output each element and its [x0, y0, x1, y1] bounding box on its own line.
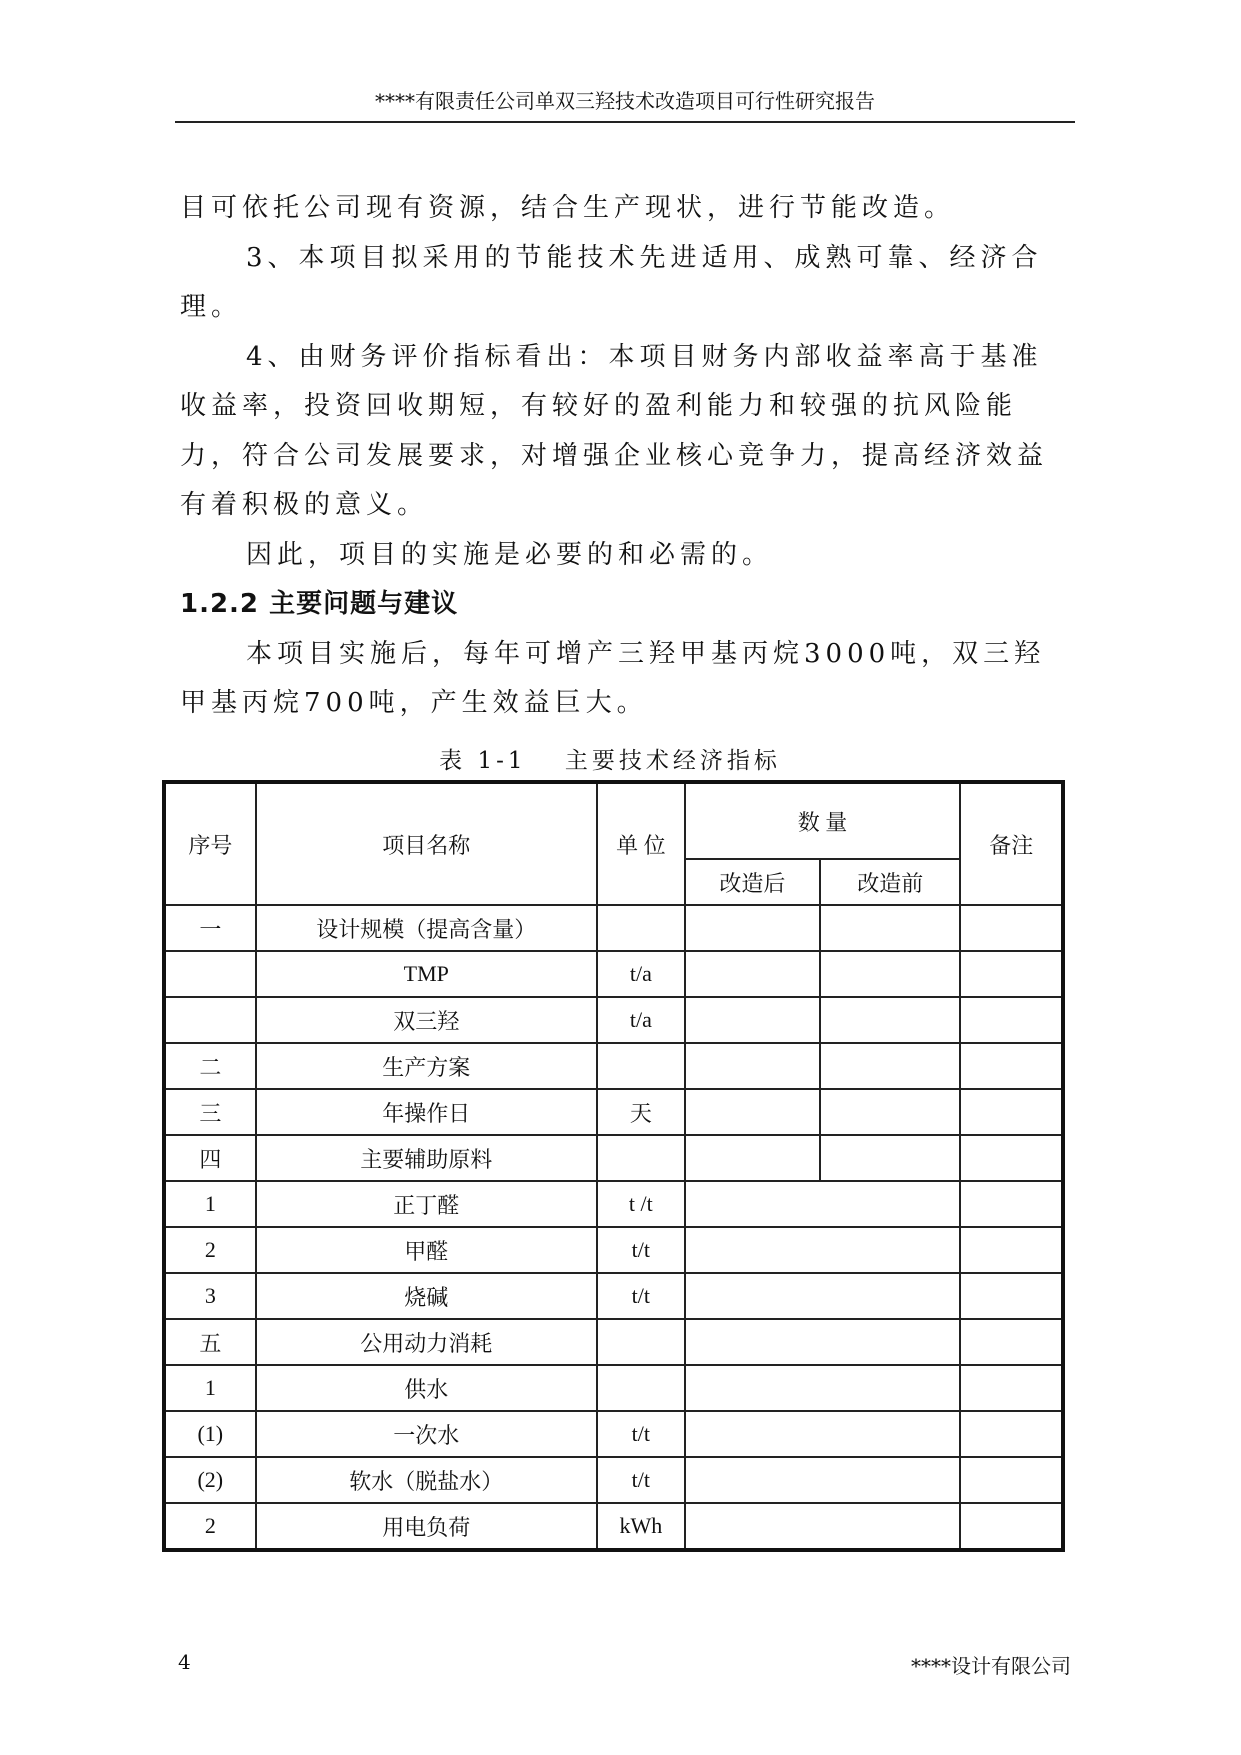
- cell-unit: t/t: [597, 1411, 685, 1457]
- table-row: [164, 1273, 1063, 1319]
- cell-seq: (1): [164, 1411, 256, 1457]
- cell-after: [685, 951, 820, 997]
- cell-remark: [960, 1089, 1063, 1135]
- cell-name: 主要辅助原料: [256, 1135, 597, 1181]
- cell-quantity: [685, 1503, 961, 1550]
- cell-quantity: [685, 1365, 961, 1411]
- cell-name: 公用动力消耗: [256, 1319, 597, 1365]
- cell-unit: [597, 1135, 685, 1181]
- table-row: [164, 1135, 1063, 1181]
- cell-name: TMP: [256, 951, 597, 997]
- cell-remark: [960, 1365, 1063, 1411]
- spec-table: [162, 780, 1065, 1552]
- header-title: ****有限责任公司单双三羟技术改造项目可行性研究报告: [375, 89, 875, 113]
- page-header: [175, 86, 1075, 123]
- paragraph-1: 目可依托公司现有资源，结合生产现状，进行节能改造。: [180, 193, 956, 223]
- cell-before: [820, 1043, 960, 1089]
- header-quantity: 数 量: [685, 782, 961, 859]
- paragraph-5: 本项目实施后，每年可增产三羟甲基丙烷3000吨，双三羟甲基丙烷700吨，产生效益巨大。: [180, 638, 1046, 718]
- table-row: [164, 1319, 1063, 1365]
- cell-seq: 1: [164, 1365, 256, 1411]
- cell-quantity: [685, 1319, 961, 1365]
- cell-name: 正丁醛: [256, 1181, 597, 1227]
- cell-remark: [960, 905, 1063, 951]
- page-number: 4: [178, 1650, 191, 1674]
- cell-before: [820, 1089, 960, 1135]
- cell-unit: [597, 905, 685, 951]
- cell-remark: [960, 1227, 1063, 1273]
- cell-remark: [960, 1043, 1063, 1089]
- table-row: [164, 1181, 1063, 1227]
- cell-name: 软水（脱盐水）: [256, 1457, 597, 1503]
- cell-after: [685, 905, 820, 951]
- cell-remark: [960, 1319, 1063, 1365]
- cell-remark: [960, 1273, 1063, 1319]
- cell-name: 烧碱: [256, 1273, 597, 1319]
- cell-before: [820, 1135, 960, 1181]
- cell-unit: t/a: [597, 997, 685, 1043]
- header-name: 项目名称: [256, 782, 597, 905]
- cell-name: 年操作日: [256, 1089, 597, 1135]
- cell-name: 用电负荷: [256, 1503, 597, 1550]
- cell-seq: 1: [164, 1181, 256, 1227]
- cell-seq: 四: [164, 1135, 256, 1181]
- cell-after: [685, 1135, 820, 1181]
- cell-remark: [960, 1135, 1063, 1181]
- cell-remark: [960, 951, 1063, 997]
- cell-seq: 三: [164, 1089, 256, 1135]
- cell-unit: t/a: [597, 951, 685, 997]
- cell-seq: 二: [164, 1043, 256, 1089]
- cell-after: [685, 1043, 820, 1089]
- table-row: [164, 1089, 1063, 1135]
- cell-seq: 3: [164, 1273, 256, 1319]
- table-row: [164, 951, 1063, 997]
- cell-before: [820, 951, 960, 997]
- cell-name: 生产方案: [256, 1043, 597, 1089]
- cell-before: [820, 905, 960, 951]
- paragraph-4: 因此，项目的实施是必要的和必需的。: [246, 539, 774, 570]
- cell-seq: 2: [164, 1227, 256, 1273]
- cell-unit: t/t: [597, 1273, 685, 1319]
- section-heading: 1.2.2 主要问题与建议: [180, 589, 459, 619]
- cell-remark: [960, 1503, 1063, 1550]
- cell-seq: 一: [164, 905, 256, 951]
- header-after: 改造后: [685, 859, 820, 905]
- header-seq: 序号: [164, 782, 256, 905]
- cell-seq: (2): [164, 1457, 256, 1503]
- cell-unit: [597, 1365, 685, 1411]
- table-row: [164, 1503, 1063, 1550]
- cell-remark: [960, 997, 1063, 1043]
- header-remark: 备注: [960, 782, 1063, 905]
- cell-quantity: [685, 1273, 961, 1319]
- cell-seq: [164, 997, 256, 1043]
- table-row: [164, 997, 1063, 1043]
- cell-name: 设计规模（提高含量）: [256, 905, 597, 951]
- cell-remark: [960, 1411, 1063, 1457]
- cell-after: [685, 1089, 820, 1135]
- table-row: [164, 1043, 1063, 1089]
- header-before: 改造前: [820, 859, 960, 905]
- cell-seq: [164, 951, 256, 997]
- cell-name: 甲醛: [256, 1227, 597, 1273]
- cell-unit: 天: [597, 1089, 685, 1135]
- cell-name: 双三羟: [256, 997, 597, 1043]
- paragraph-2: 3、本项目拟采用的节能技术先进适用、成熟可靠、经济合理。: [180, 242, 1043, 322]
- cell-unit: t /t: [597, 1181, 685, 1227]
- header-unit: 单 位: [597, 782, 685, 905]
- cell-seq: 五: [164, 1319, 256, 1365]
- body-text: [180, 184, 1070, 729]
- cell-unit: t/t: [597, 1227, 685, 1273]
- paragraph-3: 4、由财务评价指标看出：本项目财务内部收益率高于基准收益率，投资回收期短，有较好的盈利能力和较强的抗风险能力，符合公司发展要求，对增强企业核心竞争力，提高经济效益有着积极的意义。: [180, 341, 1049, 520]
- cell-remark: [960, 1457, 1063, 1503]
- cell-remark: [960, 1181, 1063, 1227]
- cell-name: 供水: [256, 1365, 597, 1411]
- cell-after: [685, 997, 820, 1043]
- cell-before: [820, 997, 960, 1043]
- table-row: [164, 1365, 1063, 1411]
- cell-unit: t/t: [597, 1457, 685, 1503]
- table-row: [164, 1411, 1063, 1457]
- footer-company: ****设计有限公司: [911, 1654, 1071, 1678]
- header-row-1: [164, 782, 1063, 859]
- cell-quantity: [685, 1181, 961, 1227]
- cell-name: 一次水: [256, 1411, 597, 1457]
- cell-quantity: [685, 1457, 961, 1503]
- table-caption: 表 1-1 主要技术经济指标: [439, 748, 781, 774]
- cell-quantity: [685, 1411, 961, 1457]
- cell-quantity: [685, 1227, 961, 1273]
- table-row: [164, 905, 1063, 951]
- cell-unit: [597, 1043, 685, 1089]
- cell-unit: kWh: [597, 1503, 685, 1550]
- cell-seq: 2: [164, 1503, 256, 1550]
- cell-unit: [597, 1319, 685, 1365]
- table-row: [164, 1457, 1063, 1503]
- table-row: [164, 1227, 1063, 1273]
